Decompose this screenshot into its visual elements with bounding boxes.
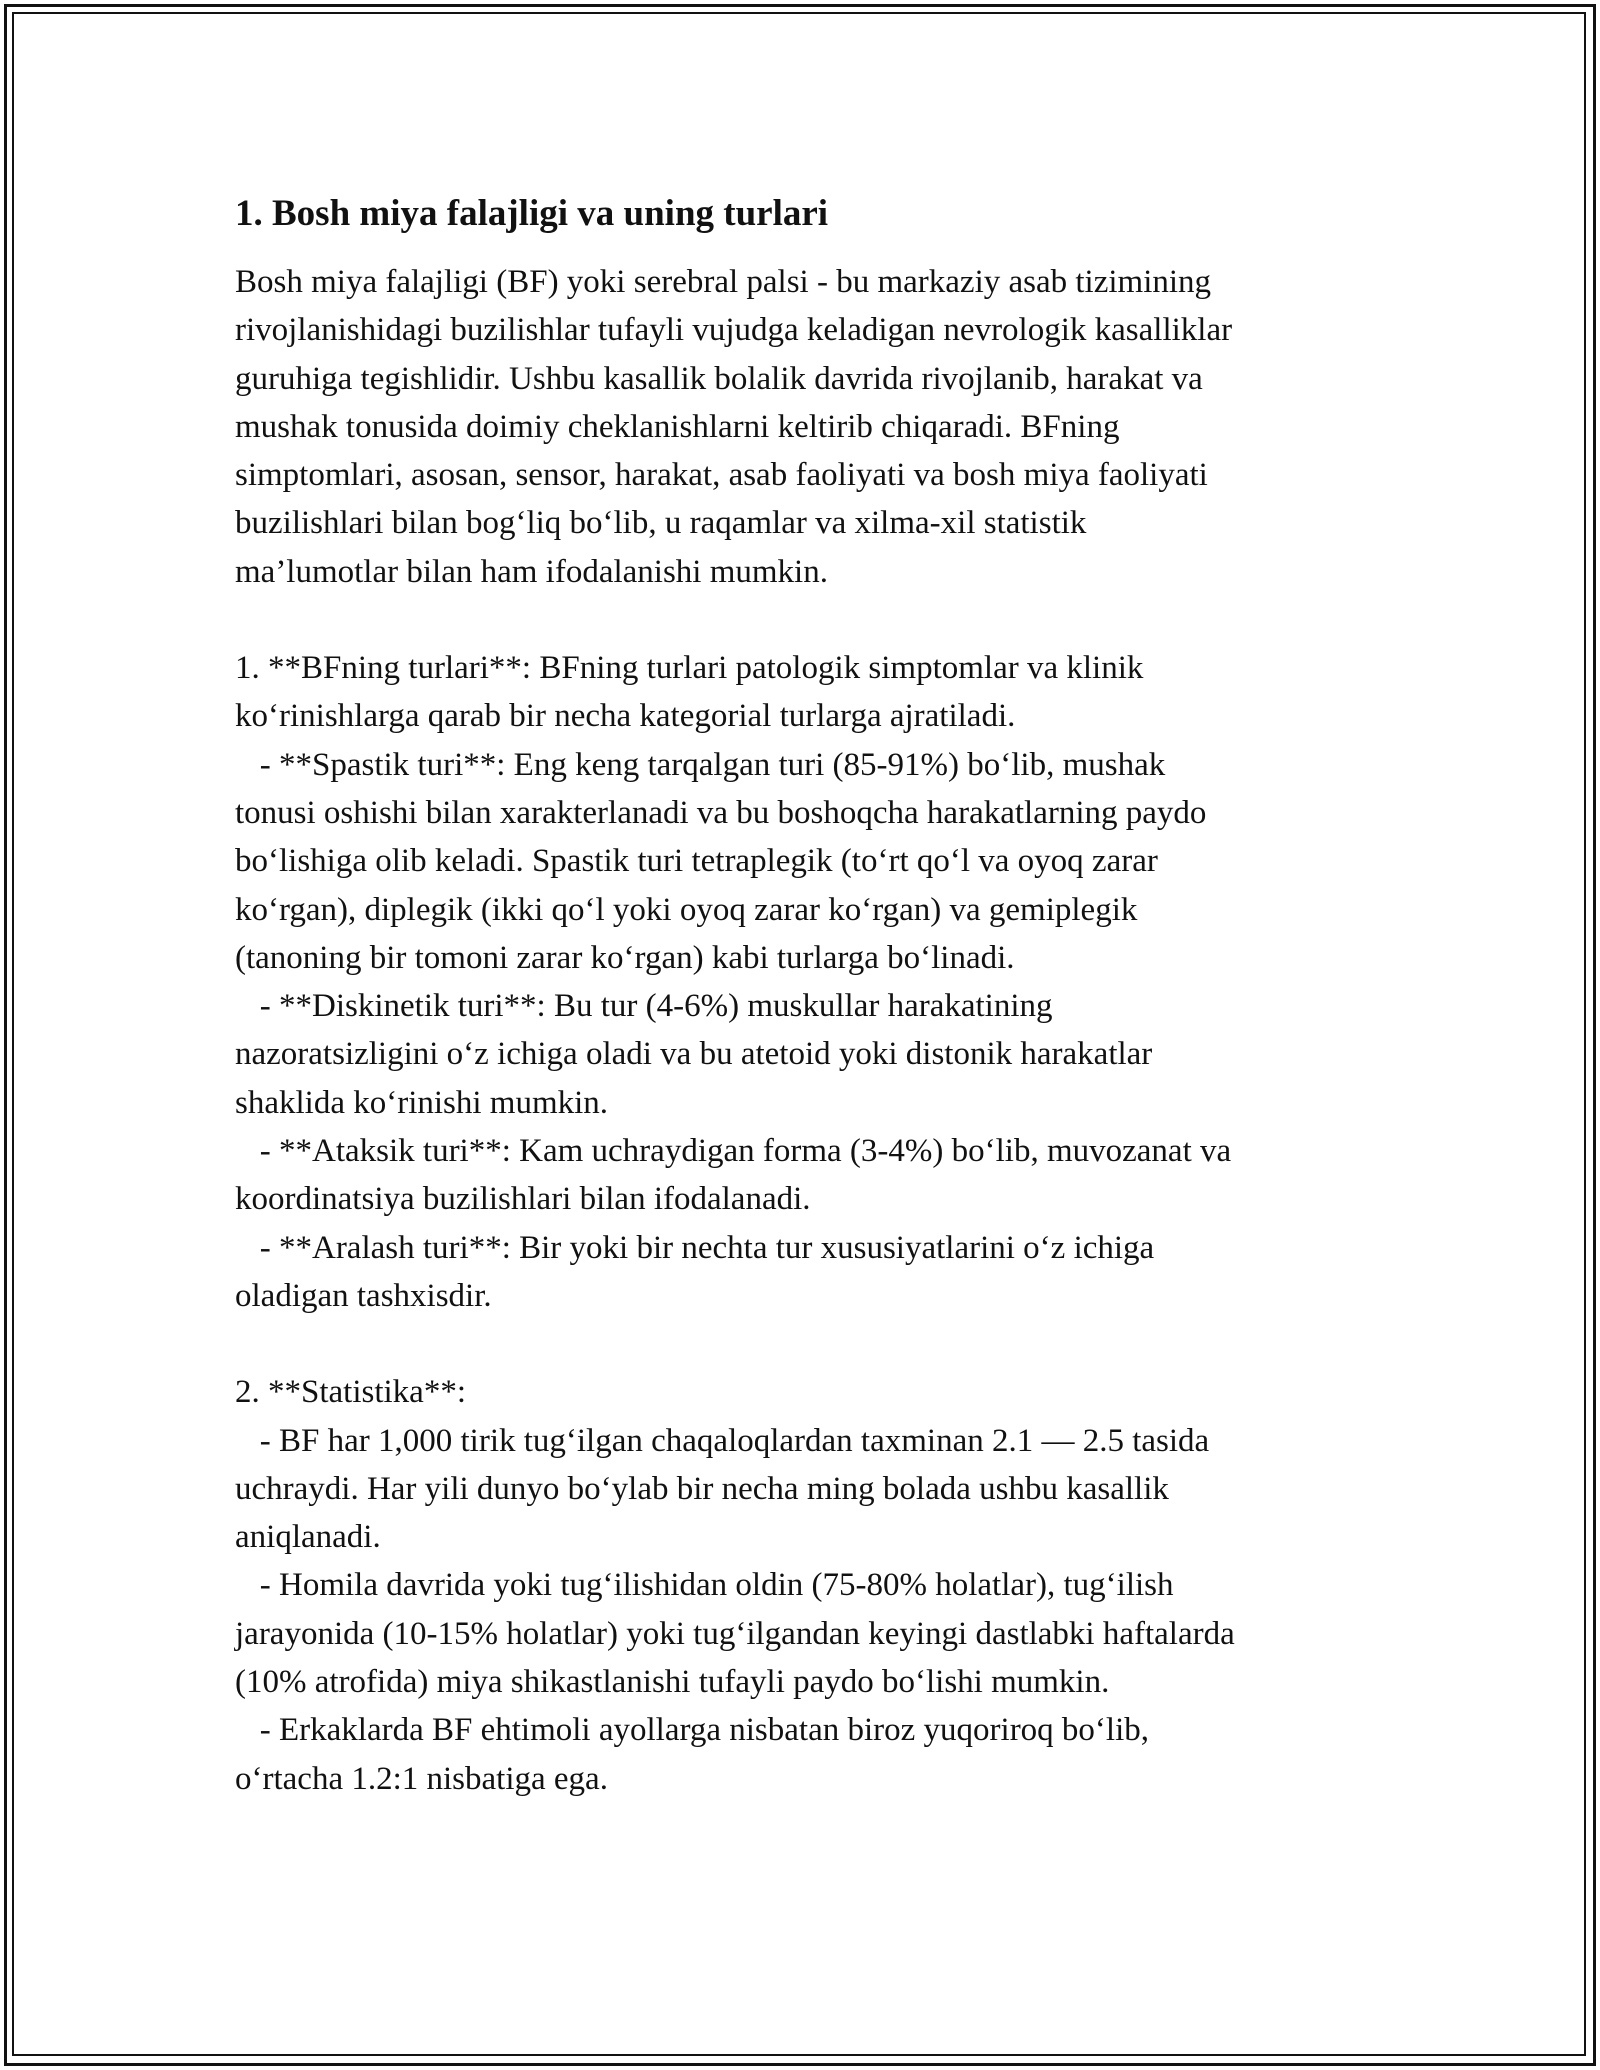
types-section: 1. **BFning turlari**: BFning turlari patologik simptomlar va klinik ko‘rinishlarga qarab bir necha kategorial turlarga ajratiladi. - **Spastik turi**: Eng keng tarqalgan turi (85-91%) bo‘lib, mushak tonusi oshishi bilan xarakterlanadi va bu boshoqcha harakatlarning paydo bo‘lishiga olib keladi. Spastik turi tetraplegik (to‘rt qo‘l va oyoq zarar ko‘rgan), diplegik (ikki qo‘l yoki oyoq zarar ko‘rgan) va gemiplegik (tanoning bir tomoni zarar ko‘rgan) kabi turlarga bo‘linadi. - **Diskinetik turi**: Bu tur (4-6%) muskullar harakatining nazoratsizligini o‘z ichiga oladi va bu atetoid yoki distonik harakatlar shaklida ko‘rinishi mumkin. - **Ataksik turi**: Kam uchraydigan forma (3-4%) bo‘lib, muvozanat va koordinatsiya buzilishlari bilan ifodalanadi. - **Aralash turi**: Bir yoki bir nechta tur xususiyatlarini o‘z ichiga oladigan tashxisdir. — [235, 650, 1232, 1314]
document-body — [235, 188, 1375, 1803]
intro-paragraph: Bosh miya falajligi (BF) yoki serebral palsi - bu markaziy asab tizimining rivojlanishidagi buzilishlar tufayli vujudga keladigan nevrologik kasalliklar guruhiga tegishlidir. Ushbu kasallik bolalik davrida rivojlanib, harakat va mushak tonusida doimiy cheklanishlarni keltirib chiqaradi. BFning simptomlari, asosan, sensor, harakat, asab faoliyati va bosh miya faoliyati buzilishlari bilan bog‘liq bo‘lib, u raqamlar va xilma-xil statistik ma’lumotlar bilan ham ifodalanishi mumkin. — [235, 264, 1233, 590]
document-heading: 1. Bosh miya falajligi va uning turlari — [235, 193, 829, 234]
statistics-section: 2. **Statistika**: - BF har 1,000 tirik tug‘ilgan chaqaloqlardan taxminan 2.1 — 2.5 tasida uchraydi. Har yili dunyo bo‘ylab bir necha ming bolada ushbu kasallik aniqlanadi. - Homila davrida yoki tug‘ilishidan oldin (75-80% holatlar), tug‘ilish jarayonida (10-15% holatlar) yoki tug‘ilgandan keyingi dastlabki haftalarda (10% atrofida) miya shikastlanishi tufayli paydo bo‘lishi mumkin. - Erkaklarda BF ehtimoli ayollarga nisbatan biroz yuqoriroq bo‘lib, o‘rtacha 1.2:1 nisbatiga ega. — [235, 1374, 1235, 1797]
